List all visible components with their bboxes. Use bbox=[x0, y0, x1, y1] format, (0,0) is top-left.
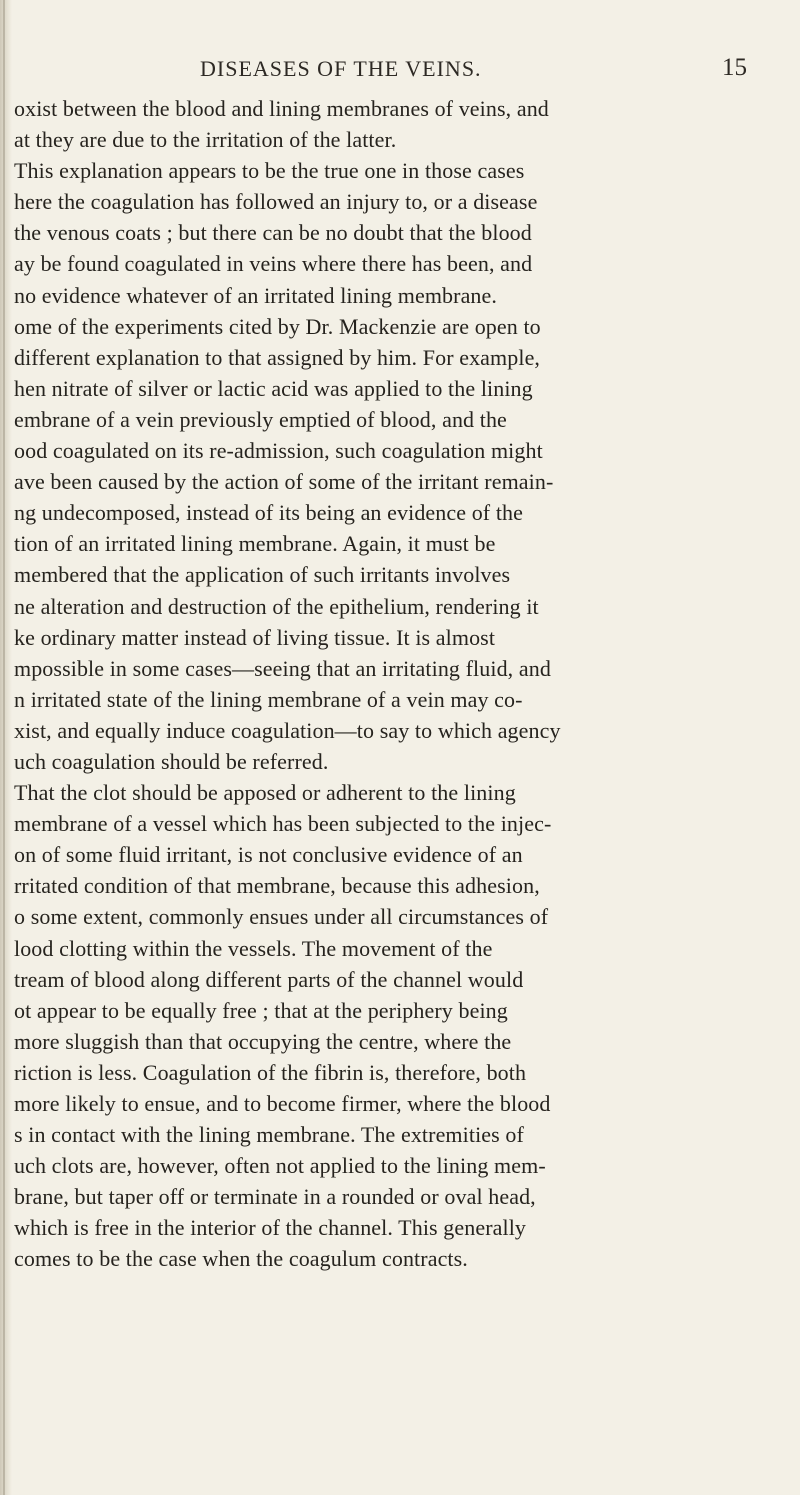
binding-gutter-shadow bbox=[0, 0, 12, 1495]
running-head bbox=[0, 56, 800, 86]
text-line: tream of blood along different parts of the channel would bbox=[14, 966, 524, 992]
text-line: mpossible in some cases—seeing that an irritating fluid, and bbox=[14, 655, 551, 681]
text-line: That the clot should be apposed or adherent to the lining bbox=[14, 780, 516, 806]
text-line: ot appear to be equally free ; that at the periphery being bbox=[14, 997, 508, 1023]
text-line: ave been caused by the action of some of the irritant remain- bbox=[14, 469, 554, 495]
text-line: the venous coats ; but there can be no doubt that the blood bbox=[14, 220, 532, 246]
text-line: lood clotting within the vessels. The movement of the bbox=[14, 935, 493, 961]
text-line: which is free in the interior of the channel. This generally bbox=[14, 1215, 527, 1241]
text-line: here the coagulation has followed an injury to, or a disease bbox=[14, 189, 538, 215]
text-line: s in contact with the lining membrane. The extremities of bbox=[14, 1122, 524, 1148]
text-line: o some extent, commonly ensues under all circumstances of bbox=[14, 904, 549, 930]
text-line: brane, but taper off or terminate in a rounded or oval head, bbox=[14, 1184, 536, 1210]
text-line: xist, and equally induce coagulation—to say to which agency bbox=[14, 717, 561, 743]
text-line: rritated condition of that membrane, because this adhesion, bbox=[14, 873, 540, 899]
text-line: comes to be the case when the coagulum contracts. bbox=[14, 1246, 468, 1272]
text-line: on of some fluid irritant, is not conclusive evidence of an bbox=[14, 842, 523, 868]
text-line: ne alteration and destruction of the epithelium, rendering it bbox=[14, 593, 539, 619]
text-line: oxist between the blood and lining membranes of veins, and bbox=[14, 96, 549, 121]
text-line: tion of an irritated lining membrane. Again, it must be bbox=[14, 531, 496, 557]
text-line: ng undecomposed, instead of its being an evidence of the bbox=[14, 500, 524, 526]
text-line: embrane of a vein previously emptied of blood, and the bbox=[14, 406, 507, 432]
text-line: ood coagulated on its re-admission, such coagulation might bbox=[14, 438, 543, 464]
text-line: This explanation appears to be the true one in those cases bbox=[14, 158, 525, 184]
text-line: ke ordinary matter instead of living tissue. It is almost bbox=[14, 624, 496, 650]
text-line: uch clots are, however, often not applied to the lining mem- bbox=[14, 1153, 546, 1179]
body-text bbox=[14, 93, 800, 1275]
text-line: n irritated state of the lining membrane of a vein may co- bbox=[14, 686, 523, 712]
running-title: DISEASES OF THE VEINS. bbox=[200, 56, 482, 81]
text-line: uch coagulation should be referred. bbox=[14, 748, 329, 774]
binding-edge-line bbox=[3, 0, 5, 1495]
text-line: more likely to ensue, and to become firmer, where the blood bbox=[14, 1091, 551, 1116]
text-line: at they are due to the irritation of the latter. bbox=[14, 127, 397, 153]
text-line: hen nitrate of silver or lactic acid was applied to the lining bbox=[14, 375, 533, 401]
text-line: more sluggish than that occupying the centre, where the bbox=[14, 1028, 512, 1054]
text-line: ome of the experiments cited by Dr. Mackenzie are open to bbox=[14, 313, 541, 339]
text-line: different explanation to that assigned by him. For example, bbox=[14, 344, 541, 370]
text-line: membered that the application of such irritants involves bbox=[14, 562, 511, 588]
text-line: membrane of a vessel which has been subjected to the injec- bbox=[14, 811, 552, 837]
text-line: ay be found coagulated in veins where there has been, and bbox=[14, 251, 533, 277]
text-line: riction is less. Coagulation of the fibrin is, therefore, both bbox=[14, 1059, 527, 1085]
page-number: 15 bbox=[722, 54, 747, 81]
text-line: no evidence whatever of an irritated lining membrane. bbox=[14, 282, 497, 308]
